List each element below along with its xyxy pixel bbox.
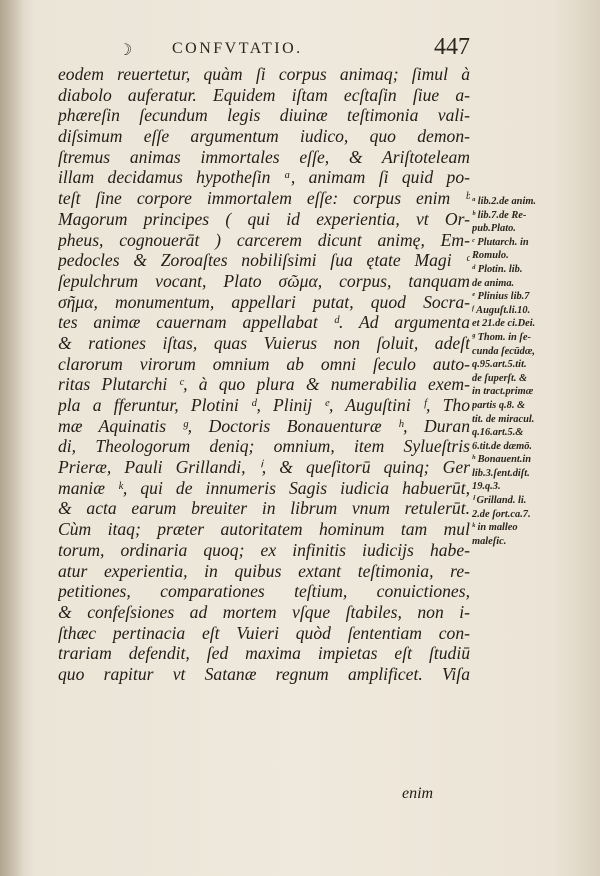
margin-note: 6.tit.de dæmō. (472, 440, 533, 452)
margin-note: in tract.primæ (472, 386, 534, 398)
text-line: σῆμα, monumentum, appellari putat, quod Socra- (58, 291, 470, 312)
text-line: mæ Aquinatis ᵍ, Doctoris Bonauenturæ ʰ, Duran (58, 415, 470, 436)
text-line: & rationes iſtas, quas Vuierus non ſoluit, adeſt (58, 332, 470, 353)
margin-note: pub.Plato. (472, 223, 516, 235)
margin-note: ᵃ lib.2.de anim. (472, 196, 537, 207)
text-line: pedocles & Zoroaſtes nobiliſsimi ſua ętate Magi ᶜ (58, 250, 470, 271)
text-line: Prieræ, Pauli Grillandi, ⁱ, & queſitorū quinq; Ger (58, 457, 470, 478)
page-number: 447 (434, 34, 470, 60)
margin-note: et 21.de ci.Dei. (472, 318, 536, 330)
text-line: illam decidamus hypotheſin ᵃ, animam ſi quid po- (58, 167, 470, 188)
margin-note: ᵍ Thom. in ſe- (472, 331, 531, 343)
page-gutter-shadow (0, 0, 24, 876)
text-line: trariam defendit, ſed maxima impietas eſt ſtudiū (58, 643, 470, 664)
margin-note: ʰ Bonauent.in (472, 454, 532, 466)
margin-note: maleſic. (472, 535, 507, 547)
margin-note: partis q.8. & (472, 399, 526, 411)
header-ornament: ☽ (118, 40, 133, 59)
text-line: pheus, cognouerāt ) carcerem dicunt animę, Em- (58, 229, 470, 250)
text-line: teſt ſine corpore immortalem eſſe: corpus enim ᵇ (58, 188, 470, 209)
text-line: diabolo auferatur. Equidem iſtam ecſtaſin ſiue a- (58, 84, 470, 105)
margin-note: ᵇ lib.7.de Re- (472, 209, 527, 221)
text-line: petitiones, comparationes teſtium, conuictiones, (58, 581, 470, 602)
text-line: & acta earum breuiter in librum vnum retulerūt. (58, 498, 470, 519)
text-line: phæreſin ſecundum legis diuinæ teſtimonia vali- (58, 105, 470, 126)
margin-note: ⁱ Grilland. li. (472, 495, 527, 507)
margin-note: de ſuperſt. & (472, 372, 528, 384)
text-line: pla a fferuntur, Plotini ᵈ, Plinij ᵉ, Auguſtini ᶠ, Tho (58, 395, 470, 415)
text-line: eodem reuertetur, quàm ſi corpus animaq; ſimul à (58, 64, 470, 84)
margin-note: de anima. (472, 277, 515, 289)
text-line: ſepulchrum vocant, Plato σῶμα, corpus, tanquam (58, 270, 470, 291)
text-line: Magorum principes ( qui id experientia, vt Or- (58, 208, 470, 229)
margin-note: q.95.art.5.tit. (472, 359, 527, 371)
margin-note: 2.de ſort.ca.7. (472, 508, 531, 520)
text-line: tes animæ cauernam appellabat ᵈ. Ad argumenta (58, 312, 470, 333)
text-line: & confeſsiones ad mortem vſque ſtabiles, non i- (58, 601, 470, 622)
margin-note: cunda ſecūdæ, (472, 345, 535, 357)
catchword: enim (402, 785, 434, 802)
marginal-notes (472, 195, 584, 548)
margin-note: ᶜ Plutarch. in (472, 236, 529, 248)
text-line: atur experientia, in quibus extant teſtimonia, re- (58, 560, 470, 581)
margin-note: lib.3.ſent.diſt. (472, 467, 530, 479)
margin-note: ᵉ Plinius lib.7 (472, 291, 530, 303)
margin-note: 19.q.3. (472, 481, 501, 493)
margin-note: ᶠ Auguſt.li.10. (472, 304, 531, 316)
margin-note: ᵏ in malleo (472, 522, 518, 534)
main-text-block (58, 64, 470, 685)
text-line: ſtremus animas immortales eſſe, & Ariſtoteleam (58, 146, 470, 167)
text-line: ritas Plutarchi ᶜ, à quo plura & numerabilia exem- (58, 374, 470, 395)
text-line: ſthæc pertinacia eſt Vuieri quòd ſententiam con- (58, 622, 470, 643)
margin-note: tit. de miracul. (472, 413, 535, 425)
margin-note: q.16.art.5.& (472, 427, 524, 439)
text-line: quo rapitur vt Satanæ regnum amplificet. Viſa (58, 663, 470, 684)
margin-note: ᵈ Plotin. lib. (472, 263, 523, 275)
text-line: Cùm itaq; præter autoritatem hominum tam mul (58, 519, 470, 540)
text-line: diſsimum eſſe argumentum iudico, quo demon- (58, 126, 470, 147)
margin-note: Romulo. (472, 250, 509, 262)
text-line: maniæ ᵏ, qui de innumeris Sagis iudicia habuerūt, (58, 477, 470, 498)
text-line: torum, ordinaria quoq; ex infinitis iudicijs habe- (58, 539, 470, 560)
text-line: clarorum virorum omnium ab omni ſeculo auto- (58, 353, 470, 374)
text-line: di, Theologorum deniq; omnium, item Syluеſtris (58, 436, 470, 457)
running-title: CONFVTATIO. (172, 40, 303, 57)
